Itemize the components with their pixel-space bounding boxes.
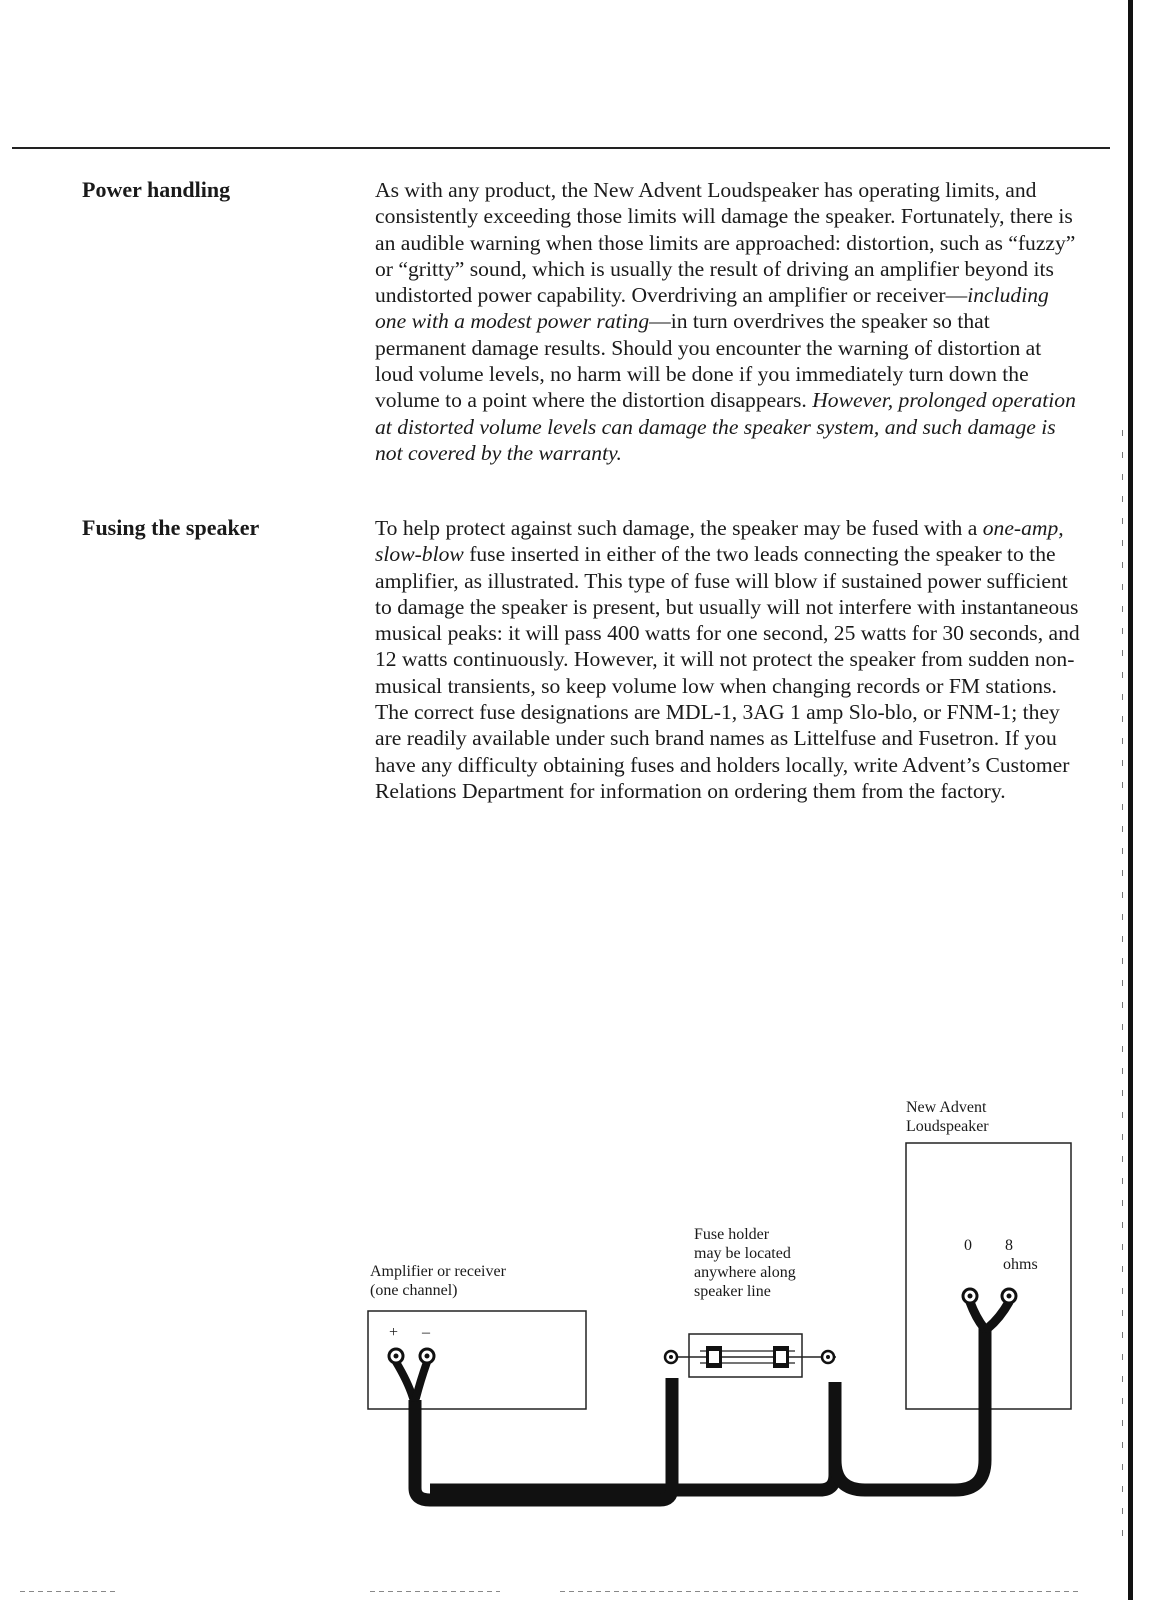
body-text: To help protect against such damage, the speaker may be fused with a (375, 516, 983, 540)
speaker-cable-ground (835, 1325, 985, 1490)
emphasis-text: including one with a modest power rating (375, 283, 1049, 334)
emphasis-text: one-amp, slow-blow (375, 516, 1064, 567)
speaker-lead-8 (988, 1302, 1009, 1328)
speaker-terminal-8-label: 8 (1005, 1237, 1013, 1254)
amp-lead-plus (396, 1362, 413, 1398)
power-handling-heading: Power handling (82, 177, 231, 202)
fusing-heading: Fusing the speaker (82, 515, 260, 540)
body-text: As with any product, the New Advent Loudspeaker has operating limits, and consistently exceeding those limits will damage the speaker. Fortunately, there is an audible warning when those limits are approached: distortion, such as “fuzzy” or “gritty” sound, which is usually the result of driving an amplifier beyond its undistorted power capability. Overdriving an amplifier or receiver— (375, 178, 1076, 308)
speaker-lead-0 (970, 1302, 984, 1328)
amplifier-label: Amplifier or receiver (one channel) (370, 1263, 506, 1299)
amp-plus-label: + (389, 1324, 399, 1341)
speaker-label: New Advent Loudspeaker (906, 1099, 989, 1135)
body-text: fuse inserted in either of the two leads connecting the speaker to the amplifier, as illustrated. This type of fuse will blow if sustained power sufficient to damage the speaker is present, but usually will not interfere with instantaneous musical peaks: it will pass 400 watts for one second, 25 watts for 30 seconds, and 12 watts continuously. However, it will not protect the speaker from sudden non-musical transients, so keep volume low when changing records or FM stations. The correct fuse designations are MDL-1, 3AG 1 amp Slo-blo, or FNM-1; they are readily available under such brand names as Littelfuse and Fusetron. If you have any difficulty obtaining fuses and holders locally, write Advent’s Customer Relations Department for information on ordering them from the factory. (375, 542, 1080, 803)
speaker-cable-right (430, 1382, 835, 1490)
speaker-ohms-label: ohms (1003, 1256, 1038, 1273)
speaker-terminal-0-label: 0 (964, 1237, 972, 1254)
emphasis-text: However, prolonged operation at distorted volume levels can damage the speaker system, and such damage is not covered by the warranty. (375, 388, 1076, 465)
amplifier-cable (415, 1378, 672, 1500)
fuse-holder (665, 1334, 836, 1377)
amp-lead-minus (416, 1362, 427, 1398)
fuse-holder-label: Fuse holder may be located anywhere along speaker line (694, 1226, 796, 1300)
amp-minus-label: – (422, 1324, 430, 1341)
body-text: —in turn overdrives the speaker so that permanent damage results. Should you encounter the warning of distortion at loud volume levels, no harm will be done if you immediately turn down the volume to a point where the distortion disappears. (375, 309, 1042, 413)
